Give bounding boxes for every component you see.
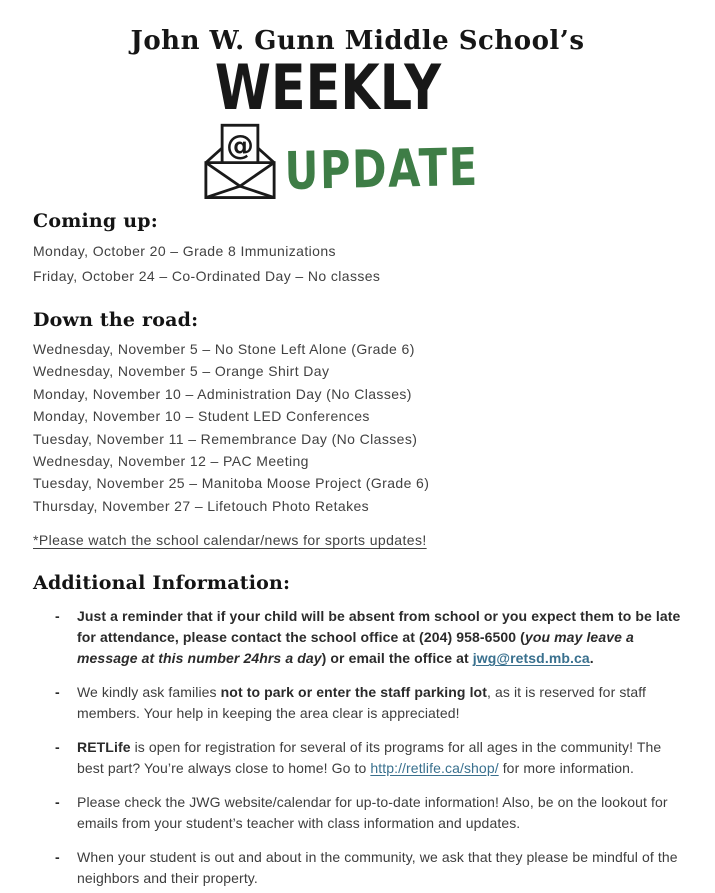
weekly-wordmark: WEEKLY (214, 51, 441, 124)
bullet-dash: - (55, 849, 60, 866)
additional-info-heading: Additional Information: (33, 572, 291, 595)
info-bullet (55, 682, 690, 724)
sports-updates-note: *Please watch the school calendar/news for sports updates! (33, 532, 427, 549)
event-item: Tuesday, November 25 – Manitoba Moose Project (Grade 6) (33, 475, 430, 492)
event-item: Wednesday, November 5 – No Stone Left Alone (Grade 6) (33, 341, 415, 357)
at-symbol: @ (226, 128, 254, 162)
newsletter-body (0, 210, 715, 889)
event-item: Monday, October 20 – Grade 8 Immunizations (33, 243, 336, 259)
office-email-link[interactable]: jwg@retsd.mb.ca (472, 650, 590, 667)
down-the-road-heading: Down the road: (33, 309, 199, 331)
additional-info-list (33, 606, 690, 889)
text-segment: . (589, 650, 594, 667)
text-segment: We kindly ask families (77, 684, 221, 701)
event-item: Thursday, November 27 – Lifetouch Photo Retakes (33, 497, 370, 514)
text-segment: you may leave a message at this number 24hrs a day (77, 629, 634, 667)
info-bullet (55, 606, 690, 669)
info-bullet (55, 792, 690, 834)
event-item: Friday, October 24 – Co-Ordinated Day – No classes (33, 268, 381, 284)
bullet-text (77, 737, 690, 779)
text-segment: ) or email the office at (321, 650, 473, 667)
newsletter-header (0, 0, 715, 200)
text-segment: Just a reminder that if your child will be absent from school or you expect them to be late for attendance, please contact the school office at (204) 958-6500 ( (77, 608, 681, 646)
text-segment: RETLife (77, 739, 131, 756)
event-item: Wednesday, November 5 – Orange Shirt Day (33, 363, 330, 380)
update-wordmark: UPDATE (284, 137, 480, 202)
coming-up-list (33, 239, 690, 289)
info-bullet (55, 847, 690, 889)
text-segment: , as it is reserved for staff members. Your help in keeping the area clear is appreciated! (77, 684, 647, 722)
bullet-dash: - (55, 794, 60, 811)
text-segment: is open for registration for several of its programs for all ages in the community! The best part? You’re always close to home! Go to (77, 739, 662, 777)
info-bullet (55, 737, 690, 779)
bullet-text (77, 792, 690, 834)
event-item: Monday, November 10 – Student LED Conferences (33, 408, 370, 425)
text-segment: When your student is out and about in the community, we ask that they please be mindful of the neighbors and their property. (77, 849, 678, 887)
weekly-wordmark-wrap (0, 51, 715, 124)
bullet-dash: - (55, 739, 60, 756)
coming-up-heading: Coming up: (33, 210, 158, 232)
event-item: Monday, November 10 – Administration Day (No Classes) (33, 385, 412, 402)
text-segment: for more information. (498, 760, 634, 777)
down-the-road-list (33, 338, 690, 517)
logo-row (6, 120, 715, 200)
bullet-dash: - (55, 684, 60, 701)
retlife-shop-link[interactable]: http://retlife.ca/shop/ (370, 760, 499, 777)
event-item: Wednesday, November 12 – PAC Meeting (33, 453, 309, 470)
envelope-at-icon (199, 122, 281, 200)
text-segment: Please check the JWG website/calendar for up-to-date information! Also, be on the lookout for emails from your student’s teacher with class information and updates. (77, 794, 668, 832)
event-item: Tuesday, November 11 – Remembrance Day (No Classes) (33, 430, 418, 447)
bullet-text (77, 606, 690, 669)
text-segment: not to park or enter the staff parking lot (220, 684, 487, 701)
school-title: John W. Gunn Middle School’s (130, 26, 585, 56)
bullet-text (77, 847, 690, 889)
bullet-text (77, 682, 690, 724)
bullet-dash: - (55, 608, 60, 625)
